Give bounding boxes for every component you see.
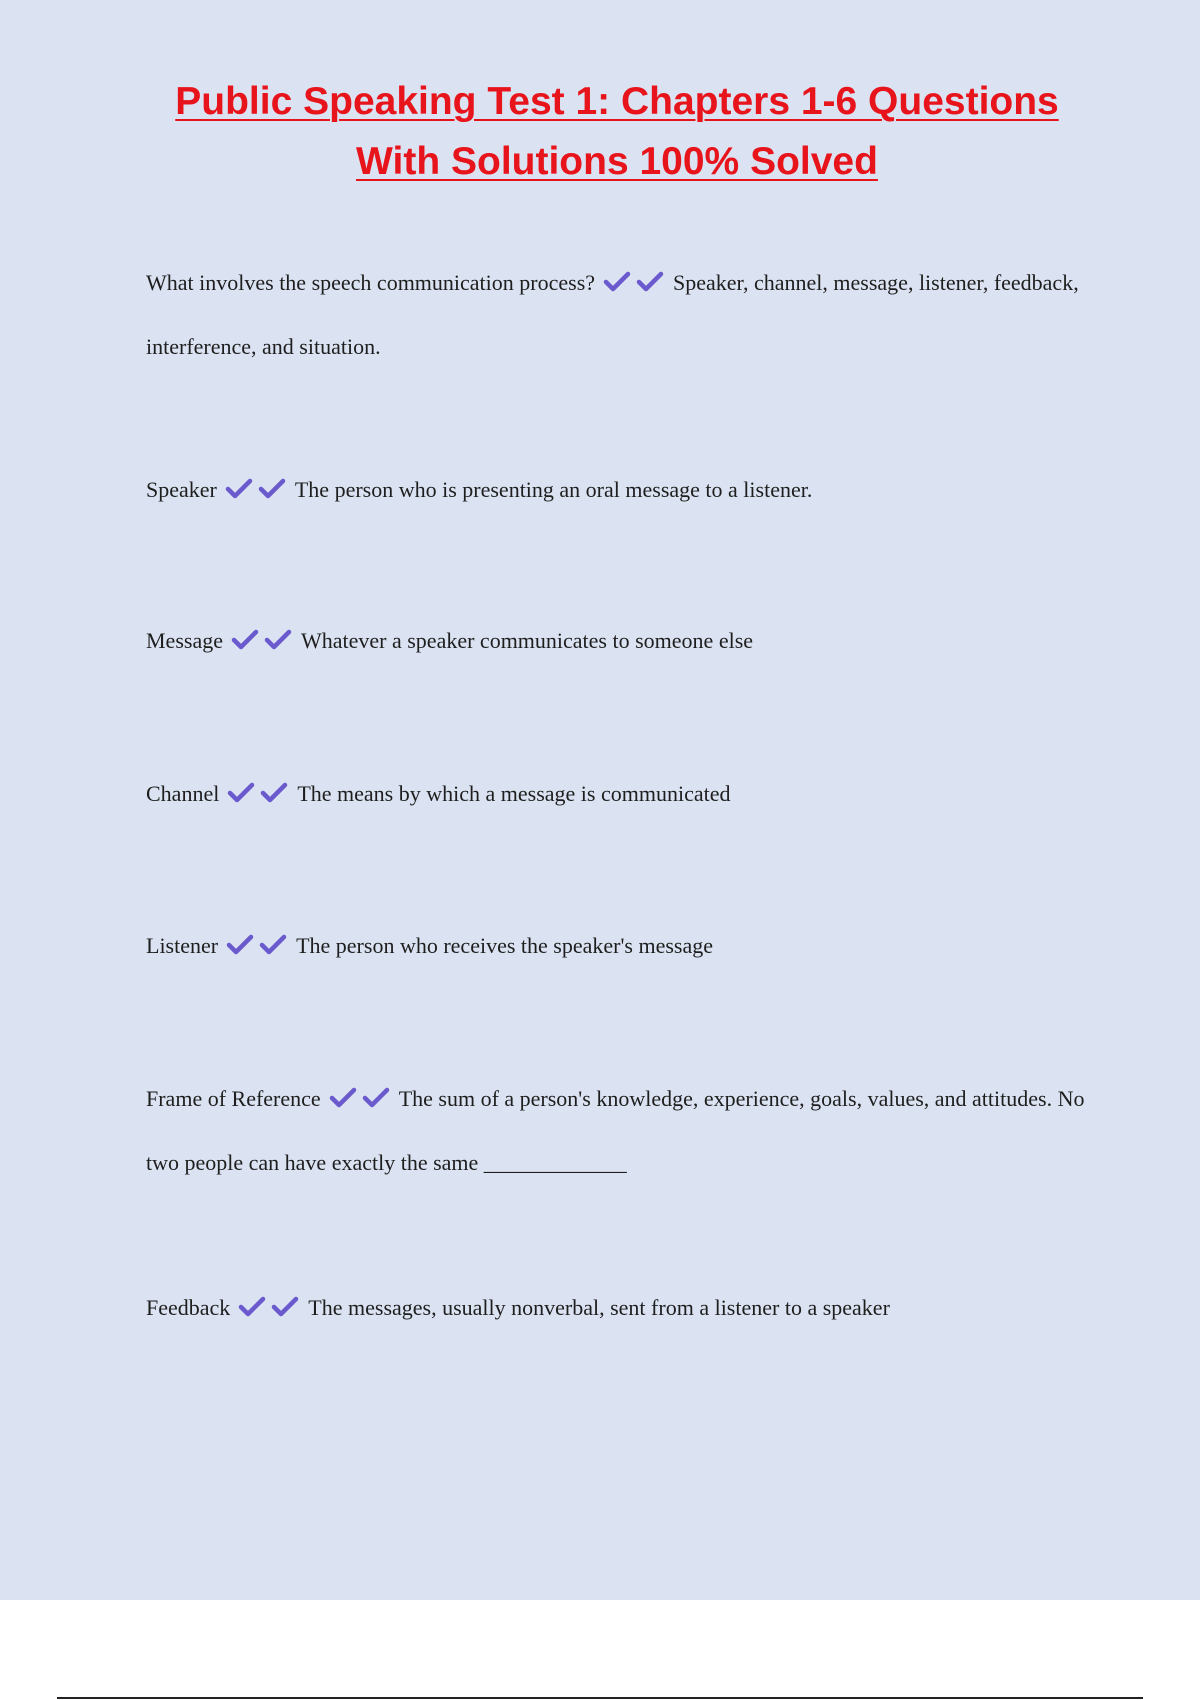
question-term: Frame of Reference xyxy=(146,1086,321,1111)
check-icon xyxy=(238,1296,266,1318)
qa-item-message xyxy=(146,610,1086,674)
question-term: Channel xyxy=(146,781,220,806)
qa-item-listener xyxy=(146,915,1086,979)
check-icon xyxy=(258,478,286,500)
check-icon xyxy=(231,629,259,651)
check-icon xyxy=(264,629,292,651)
title-line-2: With Solutions 100% Solved xyxy=(356,140,878,183)
answer-text: The means by which a message is communicated xyxy=(297,781,731,806)
check-icon xyxy=(271,1296,299,1318)
question-term: Speaker xyxy=(146,477,217,502)
check-icon xyxy=(260,782,288,804)
double-check-icon xyxy=(603,255,669,316)
check-icon xyxy=(329,1087,357,1109)
double-check-icon xyxy=(227,766,293,827)
check-icon xyxy=(362,1087,390,1109)
check-icon xyxy=(226,934,254,956)
double-check-icon xyxy=(225,462,291,523)
answer-text: The messages, usually nonverbal, sent from a listener to a speaker xyxy=(308,1295,890,1320)
document-title xyxy=(100,72,1134,192)
title-line-1: Public Speaking Test 1: Chapters 1-6 Questions xyxy=(175,80,1059,123)
double-check-icon xyxy=(238,1280,304,1341)
check-icon xyxy=(259,934,287,956)
qa-item-speech-process xyxy=(146,252,1086,377)
check-icon xyxy=(603,271,631,293)
check-icon xyxy=(227,782,255,804)
qa-item-feedback xyxy=(146,1277,1086,1341)
answer-text: Whatever a speaker communicates to someone else xyxy=(300,628,754,653)
qa-item-frame-of-reference xyxy=(146,1068,1086,1193)
question-term: What involves the speech communication process? xyxy=(146,270,596,295)
question-term: Feedback xyxy=(146,1295,231,1320)
double-check-icon xyxy=(226,918,292,979)
check-icon xyxy=(636,271,664,293)
answer-text: The sum of a person's knowledge, experience, goals, values, and attitudes. No two people can have exactly the same _____________ xyxy=(146,1086,1085,1175)
qa-item-channel xyxy=(146,763,1086,827)
check-icon xyxy=(225,478,253,500)
question-term: Listener xyxy=(146,933,219,958)
answer-text: Speaker, channel, message, listener, feedback, interference, and situation. xyxy=(146,270,1079,359)
double-check-icon xyxy=(329,1071,395,1132)
question-term: Message xyxy=(146,628,223,653)
answer-text: The person who receives the speaker's message xyxy=(296,933,714,958)
double-check-icon xyxy=(231,613,297,674)
answer-text: The person who is presenting an oral message to a listener. xyxy=(294,477,813,502)
footer-divider xyxy=(57,1697,1143,1699)
qa-item-speaker xyxy=(146,459,1086,523)
